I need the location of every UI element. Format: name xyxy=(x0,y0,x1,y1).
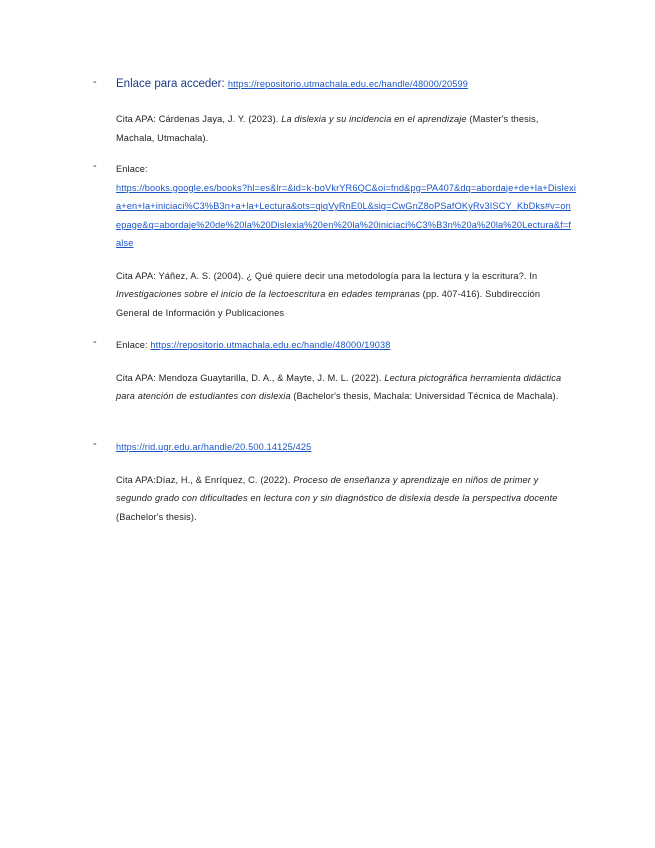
citation-text-end: (Master's thesis, Machala, Utmachala). xyxy=(116,114,539,143)
bullet-marker: - xyxy=(93,76,97,88)
citation-title: Investigaciones sobre el inicio de la lectoescritura en edades tempranas xyxy=(116,289,420,299)
reference-entry-3 xyxy=(93,336,593,406)
citation-text-end: (Bachelor's thesis). xyxy=(116,511,197,522)
citation-text: Cita APA: Yáñez, A. S. (2004). ¿ Qué quiere decir una metodología para la lectura y la escritura?. In xyxy=(116,270,538,281)
apa-citation xyxy=(116,267,576,323)
reference-entry-2 xyxy=(93,160,593,322)
link-line xyxy=(116,179,576,253)
apa-citation xyxy=(116,471,576,527)
bullet-marker: - xyxy=(93,438,97,450)
bullet-marker: - xyxy=(93,160,97,172)
google-books-link[interactable]: https://books.google.es/books?hl=es&lr=&id=k-boVkrYR6QC&oi=fnd&pg=PA407&dq=abordaje+de+la+Dislexia+en+la+iniciaci%C3%B3n+a+la+Lectura&ots=qiqVyRnE0L&sig=CwGnZ8oPSafOKyRv3ISCY_KbDks#v=onepage&q=abordaje%20de%20la%20Dislexia%20en%20la%20iniciaci%C3%B3n%20a%20la%20Lectura&f=false xyxy=(116,182,577,248)
citation-text-end: (pp. 407-416). Subdirección General de Información y Publicaciones xyxy=(116,289,541,318)
reference-entry-4 xyxy=(93,438,593,526)
link-line xyxy=(116,438,593,457)
apa-citation xyxy=(116,110,576,147)
citation-text: Cita APA: Mendoza Guaytarilla, D. A., & Mayte, J. M. L. (2022). xyxy=(116,372,385,383)
link-line xyxy=(116,76,593,92)
citation-text-end: (Bachelor's thesis, Machala: Universidad Técnica de Machala). xyxy=(290,391,559,401)
link-label: Enlace: xyxy=(116,164,148,174)
citation-text: Cita APA:Díaz, H., & Enríquez, C. (2022). xyxy=(116,474,294,485)
citation-title: La dislexia y su incidencia en el aprendizaje xyxy=(281,114,467,124)
apa-citation xyxy=(116,369,576,406)
repository-link[interactable]: https://repositorio.utmachala.edu.ec/handle/48000/19038 xyxy=(150,340,391,350)
link-label: Enlace para acceder: xyxy=(116,78,225,90)
citation-title: Proceso de enseñanza y aprendizaje en niños de primer y segundo grado con dificultades en lectura con y sin diagnóstico de dislexia desde la perspectiva docente xyxy=(116,474,558,503)
citation-title: Lectura pictográfica herramienta didáctica para atención de estudiantes con dislexia xyxy=(116,372,562,401)
repository-link[interactable]: https://repositorio.utmachala.edu.ec/handle/48000/20599 xyxy=(227,79,469,89)
link-line xyxy=(116,336,593,355)
citation-text: Cita APA: Cárdenas Jaya, J. Y. (2023). xyxy=(116,114,282,124)
repository-link[interactable]: https://rid.ugr.edu.ar/handle/20.500.14125/425 xyxy=(116,442,312,452)
bullet-marker: - xyxy=(93,336,97,348)
link-label: Enlace: xyxy=(116,340,148,350)
reference-entry-1 xyxy=(93,76,593,147)
